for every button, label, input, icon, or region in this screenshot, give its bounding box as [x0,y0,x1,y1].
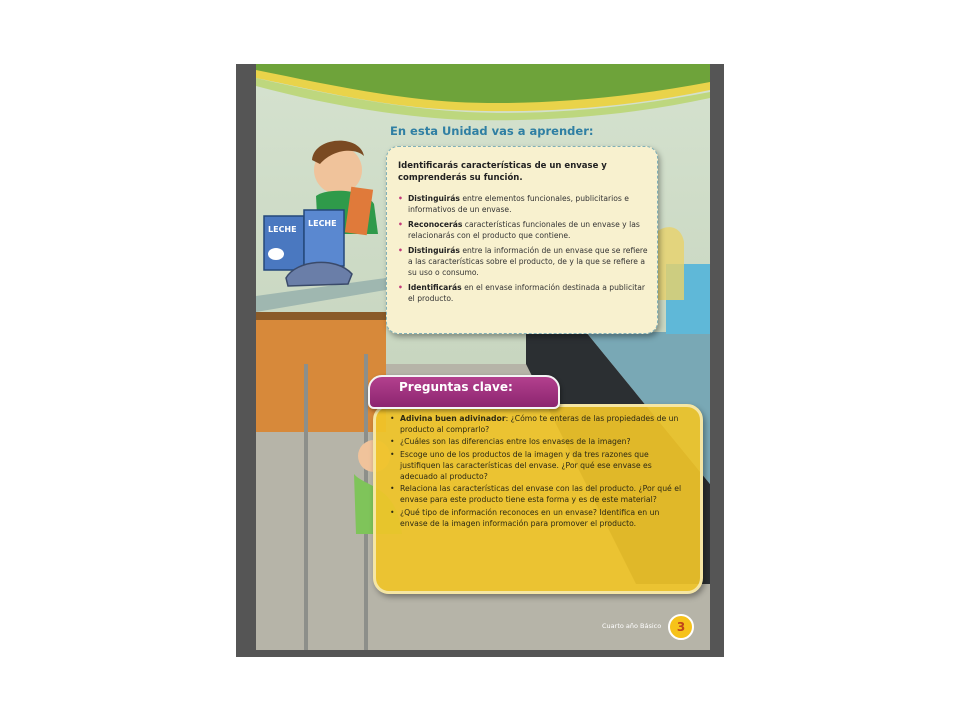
unit-title: En esta Unidad vas a aprender: [390,124,594,138]
carton-label: LECHE [308,219,337,228]
list-item: • Distinguirás entre elementos funcionales, publicitarios e informativos de un envase. [398,193,650,215]
list-item: • Escoge uno de los productos de la imagen y da tres razones que justifiquen las características del envase. ¿Por qué ese envase es adecuado al producto? [390,449,686,483]
textbook-page [256,64,710,650]
list-item: • Reconocerás características funcionales de un envase y las relacionarás con el producto que contiene. [398,219,650,241]
list-item: • ¿Qué tipo de información reconoces en un envase? Identifica en un envase de la imagen información para promover el producto. [390,507,686,529]
list-item: • Distinguirás entre la información de un envase que se refiere a las características sobre el producto, de y la que se refiere a su uso o consumo. [398,245,650,278]
list-item: • ¿Cuáles son las diferencias entre los envases de la imagen? [390,436,686,447]
list-item: • Adivina buen adivinador: ¿Cómo te enteras de las propiedades de un producto al comprarlo? [390,413,686,435]
page-number-badge: 3 [668,614,694,640]
key-questions-list [390,413,686,530]
carton-label: LECHE [268,225,297,234]
grade-label: Cuarto año Básico [602,622,662,630]
list-item: • Relaciona las características del envase con las del producto. ¿Por qué el envase para este producto tiene esta forma y es de este material? [390,483,686,505]
objectives-intro: Identificarás características de un envase y comprenderás su función. [398,161,607,183]
list-item: • Identificarás en el envase información destinada a publicitar el producto. [398,282,650,304]
key-questions-title: Preguntas clave: [399,380,513,394]
objectives-list [398,193,650,308]
